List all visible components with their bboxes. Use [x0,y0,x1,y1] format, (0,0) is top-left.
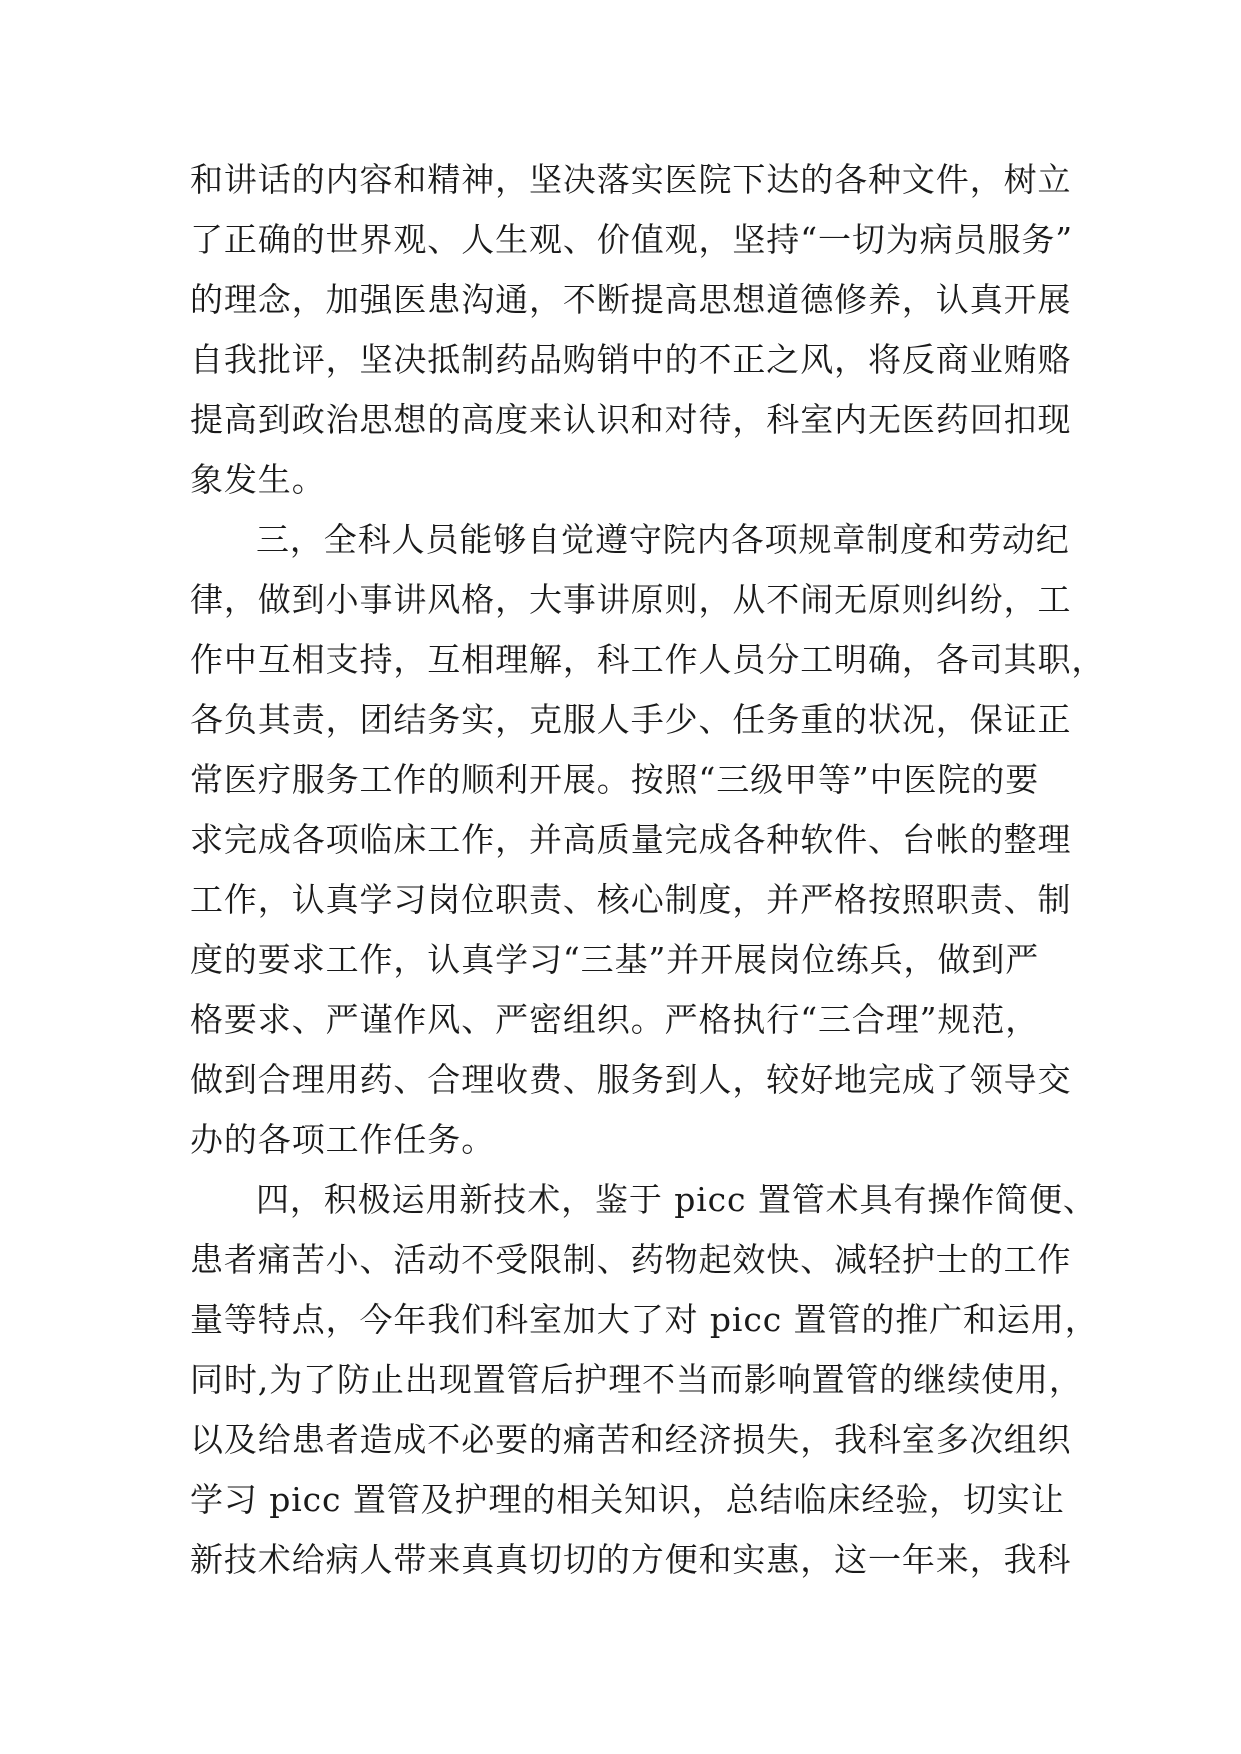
text-line: 度的要求工作，认真学习“三基”并开展岗位练兵，做到严 [190,940,1040,979]
text-line: 和讲话的内容和精神，坚决落实医院下达的各种文件，树立 [190,160,1072,199]
text-line: 同时,为了防止出现置管后护理不当而影响置管的继续使用， [190,1360,1083,1399]
text-line: 象发生。 [190,460,326,499]
text-line: 三，全科人员能够自觉遵守院内各项规章制度和劳动纪 [256,520,1070,559]
paragraph [190,1170,1099,1590]
text-line: 患者痛苦小、活动不受限制、药物起效快、减轻护士的工作 [190,1240,1072,1279]
text-line: 了正确的世界观、人生观、价值观，坚持“一切为病员服务” [190,220,1074,259]
text-line: 以及给患者造成不必要的痛苦和经济损失，我科室多次组织 [190,1420,1072,1459]
text-line: 学习 picc 置管及护理的相关知识，总结临床经验，切实让 [190,1480,1065,1519]
text-line: 工作，认真学习岗位职责、核心制度，并严格按照职责、制 [190,880,1072,919]
text-line: 求完成各项临床工作，并高质量完成各种软件、台帐的整理 [190,820,1072,859]
text-line: 提高到政治思想的高度来认识和对待，科室内无医药回扣现 [190,400,1072,439]
text-line: 的理念，加强医患沟通，不断提高思想道德修养，认真开展 [190,280,1072,319]
document-body [190,150,1106,1590]
text-line: 格要求、严谨作风、严密组织。严格执行“三合理”规范， [190,1000,1040,1039]
text-line: 新技术给病人带来真真切切的方便和实惠，这一年来，我科 [190,1540,1072,1579]
text-line: 作中互相支持，互相理解，科工作人员分工明确，各司其职， [190,640,1106,679]
text-line: 四，积极运用新技术，鉴于 picc 置管术具有操作简便、 [256,1180,1097,1219]
paragraph [190,510,1106,1170]
text-line: 各负其责，团结务实，克服人手少、任务重的状况，保证正 [190,700,1072,739]
text-line: 办的各项工作任务。 [190,1120,496,1159]
text-line: 自我批评，坚决抵制药品购销中的不正之风，将反商业贿赂 [190,340,1072,379]
text-line: 做到合理用药、合理收费、服务到人，较好地完成了领导交 [190,1060,1072,1099]
paragraph [190,150,1074,510]
text-line: 常医疗服务工作的顺利开展。按照“三级甲等”中医院的要 [190,760,1040,799]
text-line: 量等特点，今年我们科室加大了对 picc 置管的推广和运用， [190,1300,1099,1339]
text-line: 律，做到小事讲风格，大事讲原则，从不闹无原则纠纷，工 [190,580,1072,619]
